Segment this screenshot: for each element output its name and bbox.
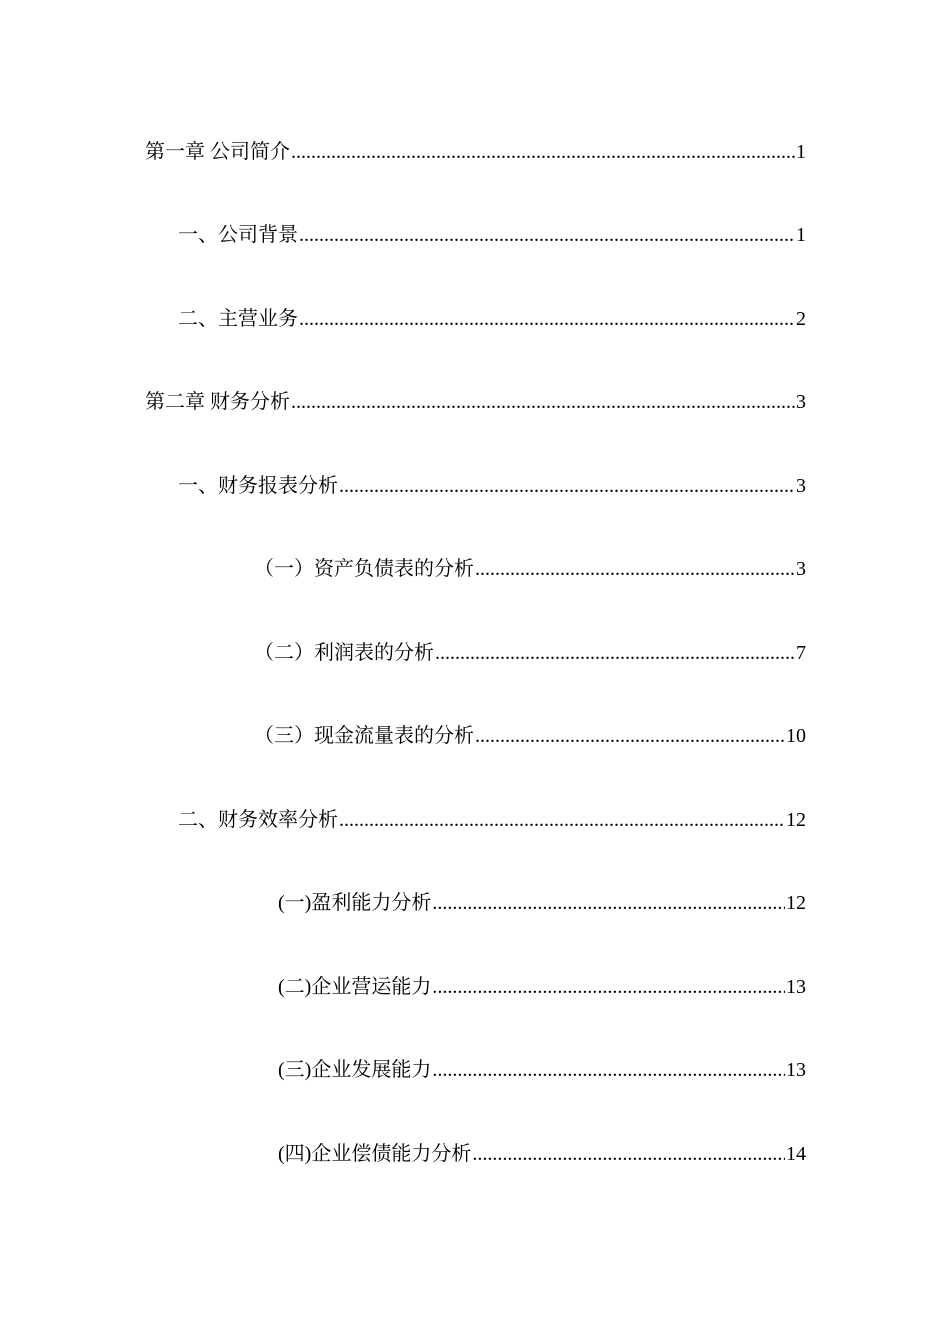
toc-entry-financial-statements[interactable] bbox=[178, 472, 806, 500]
toc-dot-leader bbox=[475, 555, 795, 583]
toc-entry-page: 10 bbox=[786, 725, 806, 747]
toc-dot-leader bbox=[475, 722, 785, 750]
toc-entry-title: 二、财务效率分析 bbox=[178, 809, 338, 831]
toc-dot-leader bbox=[299, 305, 795, 333]
toc-dot-leader bbox=[299, 221, 795, 249]
toc-entry-page: 1 bbox=[796, 141, 806, 163]
toc-entry-page: 13 bbox=[786, 976, 806, 998]
toc-entry-page: 12 bbox=[786, 892, 806, 914]
toc-entry-chapter-2[interactable] bbox=[145, 388, 806, 416]
toc-entry-title: 第一章 公司简介 bbox=[145, 141, 290, 163]
toc-entry-profitability[interactable] bbox=[278, 889, 806, 917]
toc-entry-cash-flow[interactable] bbox=[254, 722, 806, 750]
toc-entry-page: 14 bbox=[786, 1143, 806, 1165]
toc-entry-financial-efficiency[interactable] bbox=[178, 806, 806, 834]
toc-dot-leader bbox=[339, 806, 785, 834]
toc-dot-leader bbox=[432, 973, 785, 1001]
toc-entry-title: （三）现金流量表的分析 bbox=[254, 725, 474, 747]
toc-entry-main-business[interactable] bbox=[178, 305, 806, 333]
toc-entry-page: 3 bbox=[796, 558, 806, 580]
toc-entry-page: 3 bbox=[796, 475, 806, 497]
toc-entry-page: 12 bbox=[786, 809, 806, 831]
toc-entry-title: 一、财务报表分析 bbox=[178, 475, 338, 497]
toc-entry-chapter-1[interactable] bbox=[145, 138, 806, 166]
toc-entry-page: 3 bbox=[796, 391, 806, 413]
toc-dot-leader bbox=[291, 138, 795, 166]
toc-dot-leader bbox=[339, 472, 795, 500]
toc-entry-title: （二）利润表的分析 bbox=[254, 642, 434, 664]
toc-entry-development-capacity[interactable] bbox=[278, 1056, 806, 1084]
toc-entry-page: 7 bbox=[796, 642, 806, 664]
toc-dot-leader bbox=[291, 388, 795, 416]
toc-entry-page: 1 bbox=[796, 224, 806, 246]
toc-entry-page: 2 bbox=[796, 308, 806, 330]
toc-entry-title: 二、主营业务 bbox=[178, 308, 298, 330]
toc-entry-title: (三)企业发展能力 bbox=[278, 1059, 432, 1081]
toc-dot-leader bbox=[435, 639, 795, 667]
toc-entry-title: (二)企业营运能力 bbox=[278, 976, 432, 998]
toc-entry-page: 13 bbox=[786, 1059, 806, 1081]
toc-dot-leader bbox=[472, 1140, 785, 1168]
toc-entry-title: 第二章 财务分析 bbox=[145, 391, 290, 413]
toc-entry-title: (四)企业偿债能力分析 bbox=[278, 1143, 472, 1165]
toc-entry-solvency[interactable] bbox=[278, 1140, 806, 1168]
toc-entry-income-statement[interactable] bbox=[254, 639, 806, 667]
toc-entry-title: 一、公司背景 bbox=[178, 224, 298, 246]
toc-entry-company-background[interactable] bbox=[178, 221, 806, 249]
toc-entry-operating-capacity[interactable] bbox=[278, 973, 806, 1001]
toc-entry-balance-sheet[interactable] bbox=[254, 555, 806, 583]
toc-entry-title: (一)盈利能力分析 bbox=[278, 892, 432, 914]
toc-dot-leader bbox=[432, 889, 785, 917]
toc-entry-title: （一）资产负债表的分析 bbox=[254, 558, 474, 580]
toc-dot-leader bbox=[432, 1056, 785, 1084]
